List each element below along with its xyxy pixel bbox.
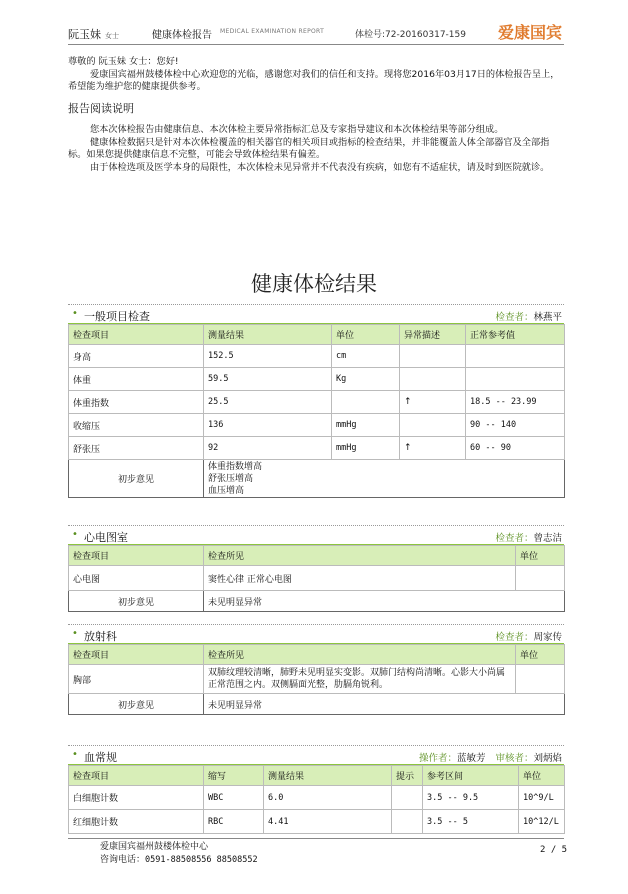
abnormal-flag: ↑: [400, 437, 466, 460]
col-header: 测量结果: [264, 766, 392, 786]
footer: [100, 841, 258, 867]
table-header: [69, 766, 565, 786]
summary-row: [69, 460, 565, 498]
table-row: 红细胞计数 RBC 4.41 3.5 -- 5 10^12/L: [69, 810, 565, 834]
col-header: 检查所见: [204, 546, 516, 566]
summary-text: 未见明显异常: [204, 694, 565, 715]
summary-label: 初步意见: [69, 591, 204, 612]
results-title: 健康体检结果: [251, 272, 377, 296]
patient-gender: 女士: [105, 32, 119, 40]
consult-phone: 咨询电话：0591-88508556 88508552: [100, 855, 258, 865]
col-header: 单位: [516, 645, 565, 665]
section-title: 心电图室: [84, 531, 128, 544]
center-name: 爱康国宾福州鼓楼体检中心: [100, 842, 209, 852]
guide-paragraph: 您本次体检报告由健康信息、本次体检主要异常指标汇总及专家指导建议和本次体检结果等部分组成。: [90, 124, 504, 135]
bullet-icon: •: [72, 749, 78, 760]
table-row: 体重 59.5 Kg: [69, 368, 565, 391]
table-row: 舒张压 92 mmHg ↑ 60 -- 90: [69, 437, 565, 460]
inspector: 检查者：林燕平: [495, 312, 562, 323]
col-header: 检查项目: [69, 546, 204, 566]
greeting-body: 爱康国宾福州鼓楼体检中心欢迎您的光临，感谢您对我们的信任和支持。现将您2016年03月17日的体检报告呈上，希望能为维护您的健康提供参考。: [68, 68, 560, 92]
report-title-en: MEDICAL EXAMINATION REPORT: [220, 28, 325, 35]
table-row: 体重指数 25.5 ↑ 18.5 -- 23.99: [69, 391, 565, 414]
radiology-table: [68, 644, 565, 715]
col-header: 缩写: [204, 766, 264, 786]
col-header: 检查项目: [69, 645, 204, 665]
report-title: 健康体检报告: [152, 30, 212, 41]
col-header: 正常参考值: [466, 325, 565, 345]
patient-name: 阮玉妹 女士: [68, 28, 119, 41]
salutation: 尊敬的 阮玉妹 女士：您好!: [68, 56, 179, 67]
ecg-table: [68, 545, 565, 612]
greeting: [68, 56, 562, 94]
summary-row: [69, 694, 565, 715]
section-header: [68, 624, 564, 644]
blood-routine-table: [68, 765, 565, 834]
table-header: [69, 325, 565, 345]
col-header: 异常描述: [400, 325, 466, 345]
page-number: 2 / 5: [540, 845, 568, 855]
guide-paragraph: 健康体检数据只是针对本次体检覆盖的相关器官的相关项目或指标的检查结果，并非能覆盖人体全部器官及全部指标。如果您提供健康信息不完整，可能会导致体检结果有偏差。: [68, 136, 550, 160]
bullet-icon: •: [72, 529, 78, 540]
section-title: 一般项目检查: [84, 310, 150, 323]
radiology-section: [68, 624, 564, 715]
col-header: 检查所见: [204, 645, 516, 665]
summary-text: 体重指数增高 舒张压增高 血压增高: [204, 460, 565, 498]
table-row: 身高 152.5 cm: [69, 345, 565, 368]
summary-text: 未见明显异常: [204, 591, 565, 612]
col-header: 检查项目: [69, 325, 204, 345]
guide-paragraph: 由于体检选项及医学本身的局限性，本次体检未见异常并不代表没有疾病，如您有不适症状，请及时到医院就诊。: [90, 161, 550, 173]
section-header: [68, 304, 564, 324]
table-row: 胸部 双肺纹理较清晰，肺野未见明显实变影。双肺门结构尚清晰。心影大小尚属正常范围之内。双侧膈面光整，肋膈角锐利。: [69, 665, 565, 694]
bullet-icon: •: [72, 628, 78, 639]
report-header: [68, 24, 564, 44]
table-header: [69, 546, 565, 566]
footer-divider: [68, 838, 564, 839]
col-header: 单位: [516, 546, 565, 566]
col-header: 检查项目: [69, 766, 204, 786]
table-header: [69, 645, 565, 665]
summary-label: 初步意见: [69, 460, 204, 498]
inspector: 检查者：周家传: [495, 632, 562, 643]
summary-label: 初步意见: [69, 694, 204, 715]
col-header: 单位: [519, 766, 565, 786]
reading-guide: [68, 124, 562, 174]
abnormal-flag: ↑: [400, 391, 466, 414]
brand-logo: 爱康国宾: [497, 23, 562, 42]
section-header: [68, 525, 564, 545]
general-exam-section: [68, 304, 564, 498]
col-header: 单位: [332, 325, 400, 345]
summary-row: [69, 591, 565, 612]
operator-reviewer: 操作者：蓝敏芳 审核者：刘炳焰: [418, 753, 562, 764]
inspector: 检查者：曾志洁: [495, 533, 562, 544]
section-title: 放射科: [84, 630, 117, 643]
col-header: 测量结果: [204, 325, 332, 345]
ecg-section: [68, 525, 564, 612]
col-header: 提示: [392, 766, 423, 786]
blood-routine-section: [68, 745, 564, 834]
col-header: 参考区间: [423, 766, 519, 786]
reading-guide-title: 报告阅读说明: [68, 102, 134, 115]
table-row: 心电图 窦性心律 正常心电图: [69, 566, 565, 591]
table-row: 收缩压 136 mmHg 90 -- 140: [69, 414, 565, 437]
bullet-icon: •: [72, 308, 78, 319]
header-divider: [68, 44, 564, 45]
exam-number: 体检号:72-20160317-159: [355, 30, 466, 40]
section-title: 血常规: [84, 751, 117, 764]
section-header: [68, 745, 564, 765]
table-row: 白细胞计数 WBC 6.0 3.5 -- 9.5 10^9/L: [69, 786, 565, 810]
general-exam-table: [68, 324, 565, 498]
